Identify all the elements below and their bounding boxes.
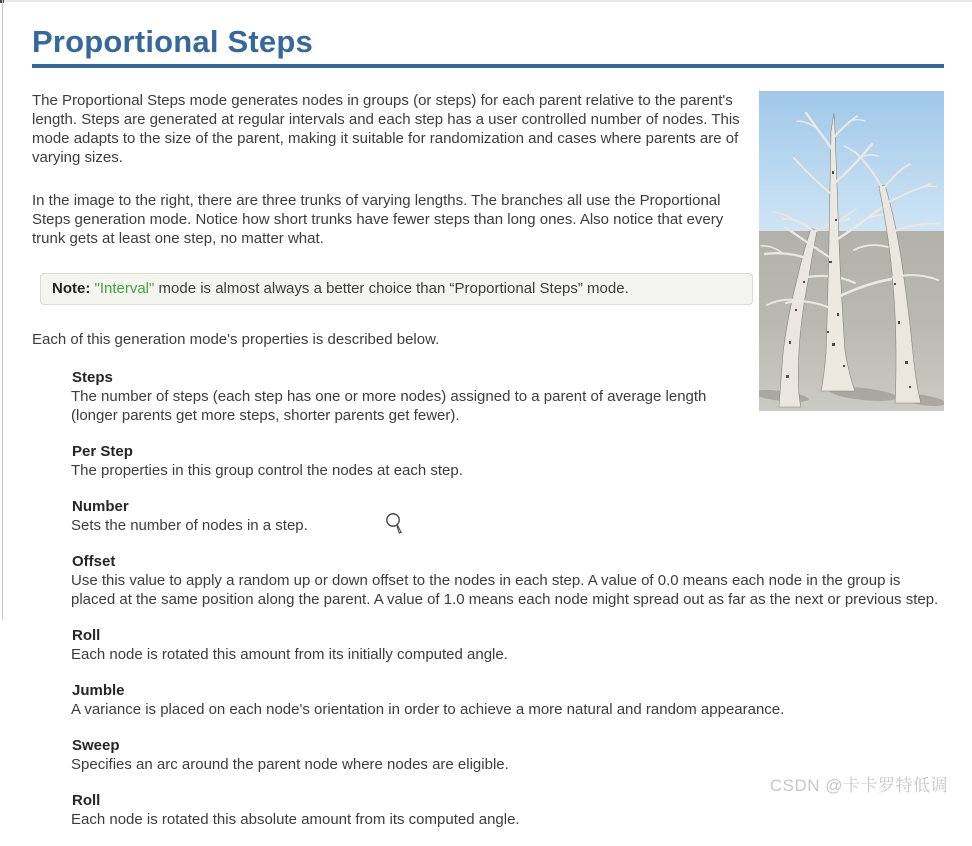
trees-image: [759, 91, 944, 411]
property-description: The number of steps (each step has one or more nodes) assigned to a parent of average length (longer parents get more steps, shorter parents get fewer).: [71, 388, 707, 424]
note-label: Note:: [52, 280, 95, 297]
title-rule: [32, 64, 944, 68]
property-description: Each node is rotated this absolute amount from its computed angle.: [71, 811, 520, 828]
property-term: Number: [72, 498, 129, 515]
note-text: mode is almost always a better choice than “Proportional Steps” mode.: [154, 280, 629, 297]
property-term: Roll: [72, 627, 101, 644]
trees-illustration: [759, 91, 944, 411]
property-term: Offset: [72, 553, 116, 570]
properties-intro: Each of this generation mode's properties is described below.: [32, 331, 440, 348]
intro-paragraph-2: In the image to the right, there are three trunks of varying lengths. The branches all use the Proportional Steps generation mode. Notice how short trunks have fewer steps than long ones. Also notice that every trunk gets at least one step, no matter what.: [32, 192, 724, 247]
property-description: The properties in this group control the nodes at each step.: [71, 462, 463, 479]
note-box: [40, 273, 753, 305]
property-description: Specifies an arc around the parent node where nodes are eligible.: [71, 756, 509, 773]
property-description: Use this value to apply a random up or down offset to the nodes in each step. A value of 0.0 means each node in the group is placed at the same position along the parent. A value of 1.0 means each node might spread out as far as the next or previous step.: [71, 572, 939, 608]
window-left-edge: [2, 0, 3, 620]
property-term: Jumble: [72, 682, 125, 699]
doc-page: [32, 0, 944, 846]
sky: [759, 91, 944, 232]
page-title: Proportional Steps: [32, 24, 313, 59]
property-description: A variance is placed on each node's orientation in order to achieve a more natural and random appearance.: [71, 701, 785, 718]
property-term: Sweep: [72, 737, 120, 754]
properties-list: [32, 368, 944, 829]
property-term: Steps: [72, 369, 113, 386]
property-description: Each node is rotated this amount from its initially computed angle.: [71, 646, 508, 663]
property-term: Per Step: [72, 443, 133, 460]
csdn-watermark: CSDN @卡卡罗特低调: [769, 776, 948, 795]
interval-link[interactable]: "Interval": [94, 280, 155, 297]
intro-paragraph-1: The Proportional Steps mode generates nodes in groups (or steps) for each parent relative to the parent's length. Steps are generated at regular intervals and each step has a user controlled number of nodes. This mode adapts to the size of the parent, making it suitable for randomization and cases where parents are of varying sizes.: [32, 92, 740, 166]
property-description: Sets the number of nodes in a step.: [71, 517, 308, 534]
property-term: Roll: [72, 792, 101, 809]
